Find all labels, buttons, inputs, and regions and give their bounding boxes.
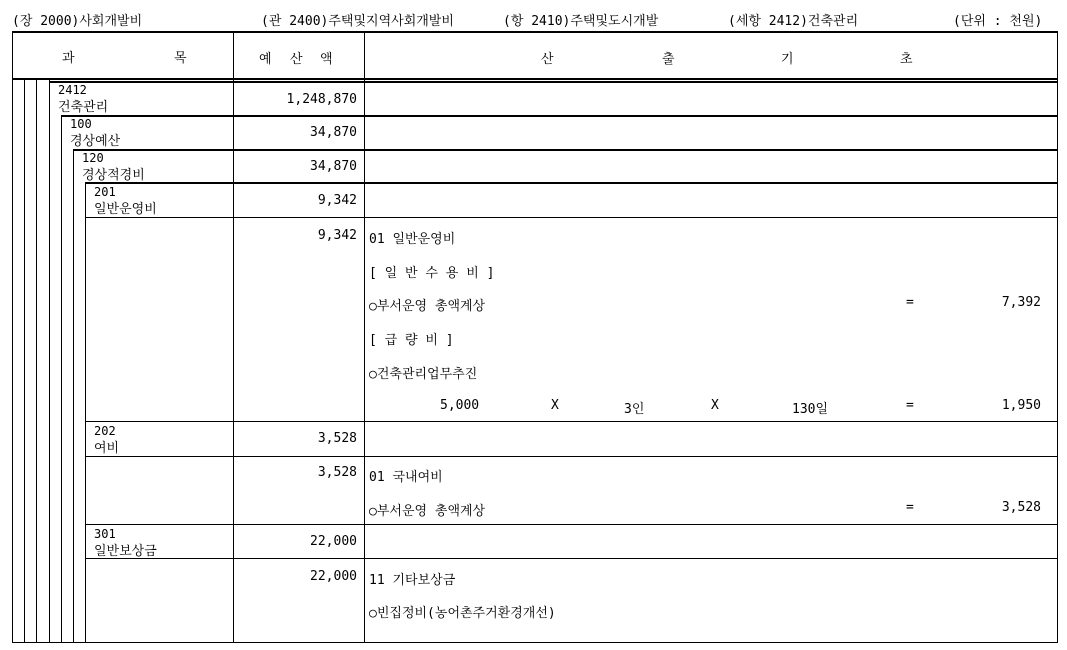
detail-equals: =: [906, 295, 914, 310]
table-left-border: [12, 31, 13, 643]
indent-line: [49, 80, 50, 643]
col-header-basis-4: 초: [900, 52, 913, 67]
header-hang: (항 2410)주택및도시개발: [503, 14, 659, 29]
header-unit: (단위 : 천원): [953, 14, 1043, 29]
indent-line: [61, 116, 62, 643]
calc-persons: 3인: [624, 402, 645, 417]
row-amount-120: 34,870: [310, 159, 357, 174]
row-border-detail-301: [85, 558, 1058, 559]
calc-days: 130일: [792, 402, 829, 417]
table-top-border: [12, 31, 1058, 33]
calc-times: X: [711, 398, 719, 413]
row-amount-202: 3,528: [317, 431, 357, 446]
row-border-top-201: [85, 182, 1058, 184]
col-header-account-1: 과: [62, 51, 75, 66]
col-header-account-2: 목: [174, 51, 187, 66]
table-header-bottom: [12, 78, 1058, 80]
detail-amount-301: 22,000: [310, 569, 357, 584]
row-border-top-120: [73, 149, 1058, 151]
col-header-basis-2: 출: [662, 52, 675, 67]
row-name-100: 경상예산: [70, 134, 121, 149]
header-sehang: (세항 2412)건축관리: [728, 14, 859, 29]
row-border-top-202: [85, 421, 1058, 422]
row-border-detail-202: [85, 456, 1058, 457]
indent-line: [85, 184, 86, 643]
row-name-301: 일반보상금: [94, 544, 157, 559]
row-code-2412: 2412: [58, 83, 87, 97]
table-right-border: [1057, 31, 1058, 643]
col-header-basis-3: 기: [781, 52, 794, 67]
detail-amount-202: 3,528: [317, 465, 357, 480]
detail-item: ○부서운영 총액계상: [369, 504, 486, 519]
detail-item: ○건축관리업무추진: [369, 367, 478, 382]
detail-amount-201: 9,342: [317, 228, 357, 243]
header-gwan: (관 2400)주택및지역사회개발비: [261, 14, 454, 29]
detail-equals: =: [906, 500, 914, 515]
indent-line: [36, 80, 37, 643]
detail-equals: =: [906, 398, 914, 413]
table-bottom-border: [12, 642, 1058, 643]
detail-item: ○부서운영 총액계상: [369, 299, 486, 314]
row-code-301: 301: [94, 527, 116, 541]
row-name-2412: 건축관리: [58, 100, 109, 115]
detail-title-301: 11 기타보상금: [369, 573, 456, 588]
detail-value: 3,528: [1001, 500, 1041, 515]
row-amount-100: 34,870: [310, 125, 357, 140]
detail-value: 7,392: [1001, 295, 1041, 310]
indent-line: [73, 150, 74, 643]
row-border-top-100: [61, 115, 1058, 117]
col-header-budget-3: 액: [320, 52, 333, 67]
calc-unit-price: 5,000: [440, 398, 480, 413]
calc-times: X: [551, 398, 559, 413]
col-divider-basis: [364, 31, 365, 643]
header-jang: (장 2000)사회개발비: [12, 14, 143, 29]
row-name-202: 여비: [94, 441, 120, 456]
col-header-basis-1: 산: [541, 52, 554, 67]
row-code-100: 100: [70, 117, 92, 131]
col-header-budget-2: 산: [290, 52, 303, 67]
indent-line: [24, 80, 25, 643]
row-amount-2412: 1,248,870: [286, 92, 357, 107]
row-name-201: 일반운영비: [94, 202, 157, 217]
row-amount-201: 9,342: [317, 193, 357, 208]
row-border-detail-201: [85, 217, 1058, 218]
detail-sub-heading: [ 급 량 비 ]: [369, 333, 454, 348]
row-name-120: 경상적경비: [82, 168, 145, 183]
row-code-201: 201: [94, 185, 116, 199]
detail-title-201: 01 일반운영비: [369, 232, 456, 247]
detail-item: ○빈집정비(농어촌주거환경개선): [369, 606, 556, 621]
detail-sub-heading: [ 일 반 수 용 비 ]: [369, 266, 495, 281]
col-divider-budget: [233, 31, 234, 643]
row-code-202: 202: [94, 424, 116, 438]
row-code-120: 120: [82, 151, 104, 165]
detail-value: 1,950: [1001, 398, 1041, 413]
row-amount-301: 22,000: [310, 534, 357, 549]
detail-title-202: 01 국내여비: [369, 470, 443, 485]
row-border-top-301: [85, 524, 1058, 525]
col-header-budget-1: 예: [259, 52, 272, 67]
row-border-top-2412: [49, 81, 1058, 83]
